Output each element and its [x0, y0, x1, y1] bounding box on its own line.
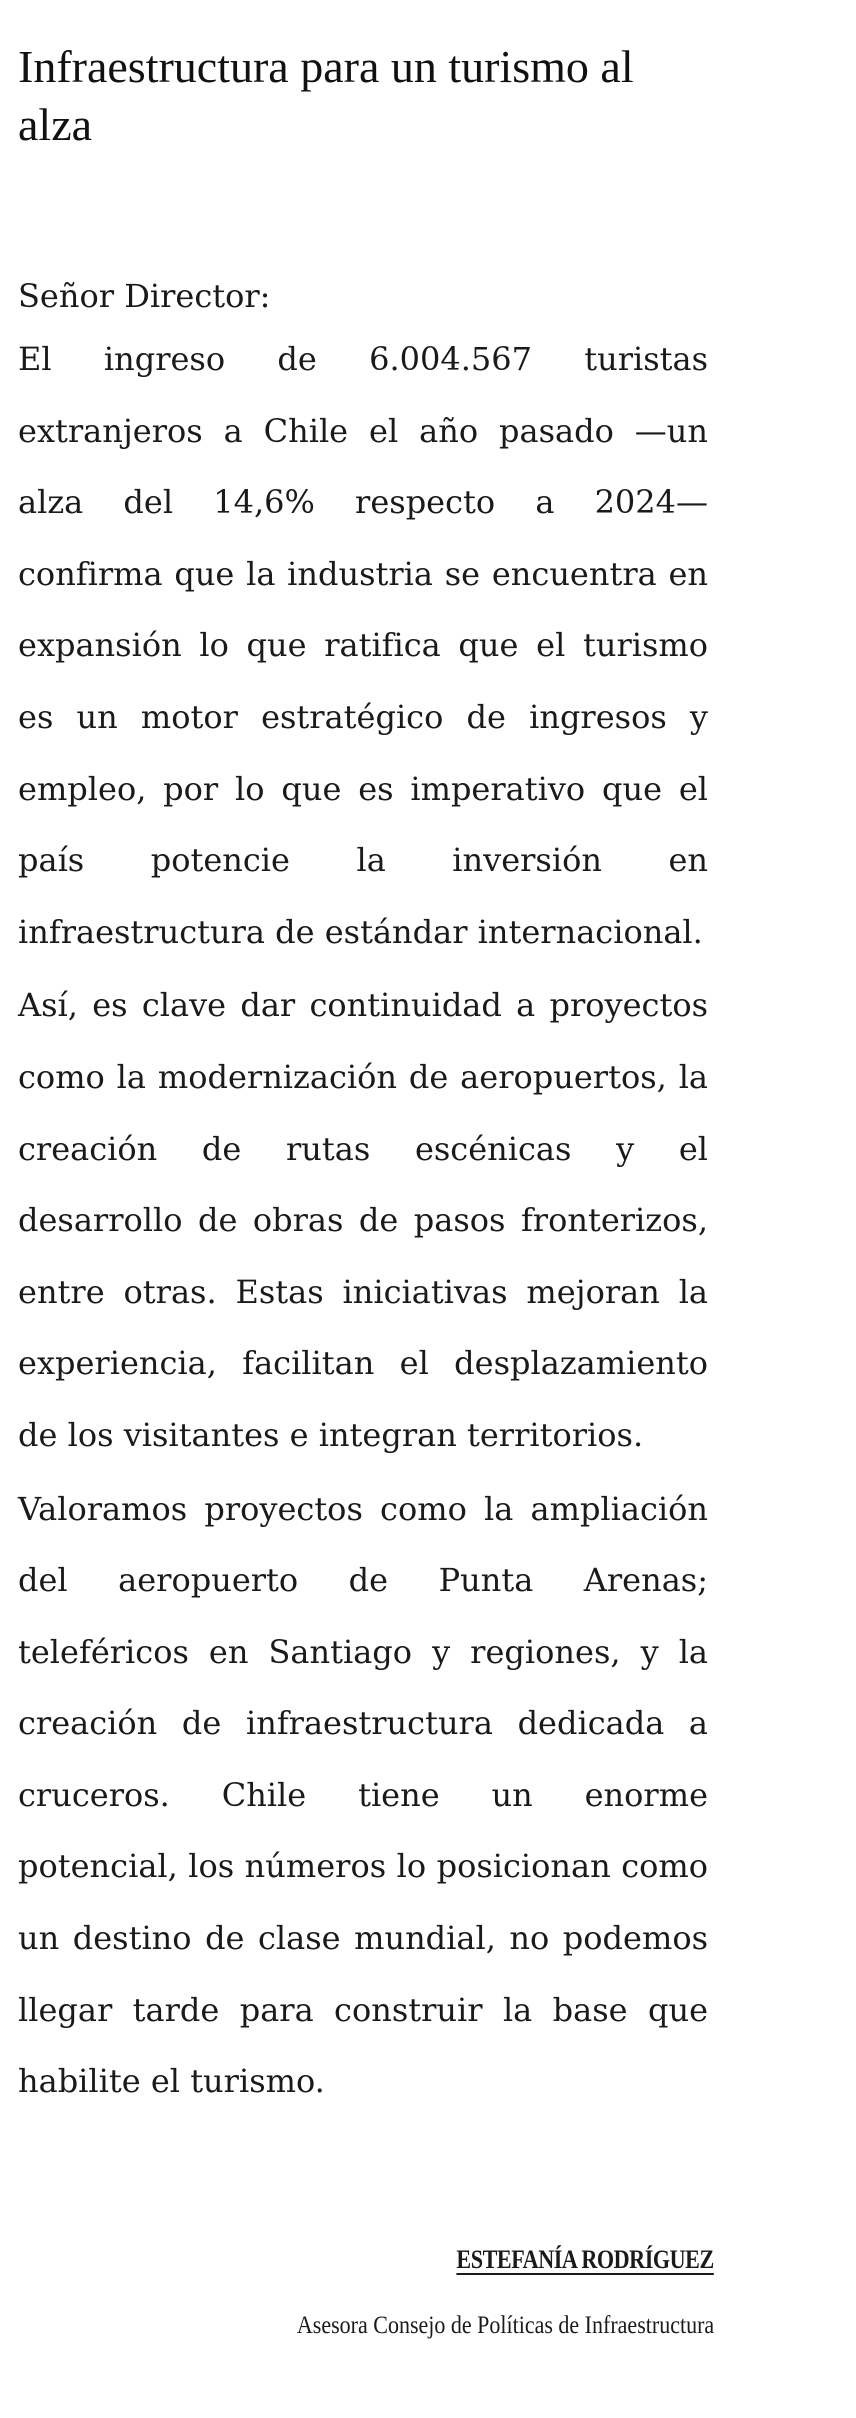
body-paragraph-3: Valoramos proyectos como la ampliación del aeropuerto de Punta Arenas; teleféricos en Santiago y regiones, y la creación de infraestructura dedicada a cruceros. Chile tiene un enorme potencial, los números lo posicionan como un destino de clase mundial, no podemos llegar tarde para construir la base que habilite el turismo.	[18, 1489, 708, 2101]
letter-headline: Infraestructura para un turismo al alza	[18, 41, 634, 150]
signature-name: ESTEFANÍA RODRÍGUEZ	[456, 2245, 714, 2274]
letter-salutation: Señor Director:	[18, 277, 271, 315]
signature-role: Asesora Consejo de Políticas de Infraestructura	[296, 2312, 714, 2339]
body-paragraph-1: El ingreso de 6.004.567 turistas extranjeros a Chile el año pasado —un alza del 14,6% respecto a 2024— confirma que la industria se encuentra en expansión lo que ratifica que el turismo es un motor estratégico de ingresos y empleo, por lo que es imperativo que el país potencie la inversión en infraestructura de estándar internacional.	[18, 340, 708, 951]
body-paragraph-2: Así, es clave dar continuidad a proyectos como la modernización de aeropuertos, la creación de rutas escénicas y el desarrollo de obras de pasos fronterizos, entre otras. Estas iniciativas mejoran la experiencia, facilitan el desplazamiento de los visitantes e integran territorios.	[18, 986, 708, 1454]
letter-body	[18, 324, 708, 2118]
